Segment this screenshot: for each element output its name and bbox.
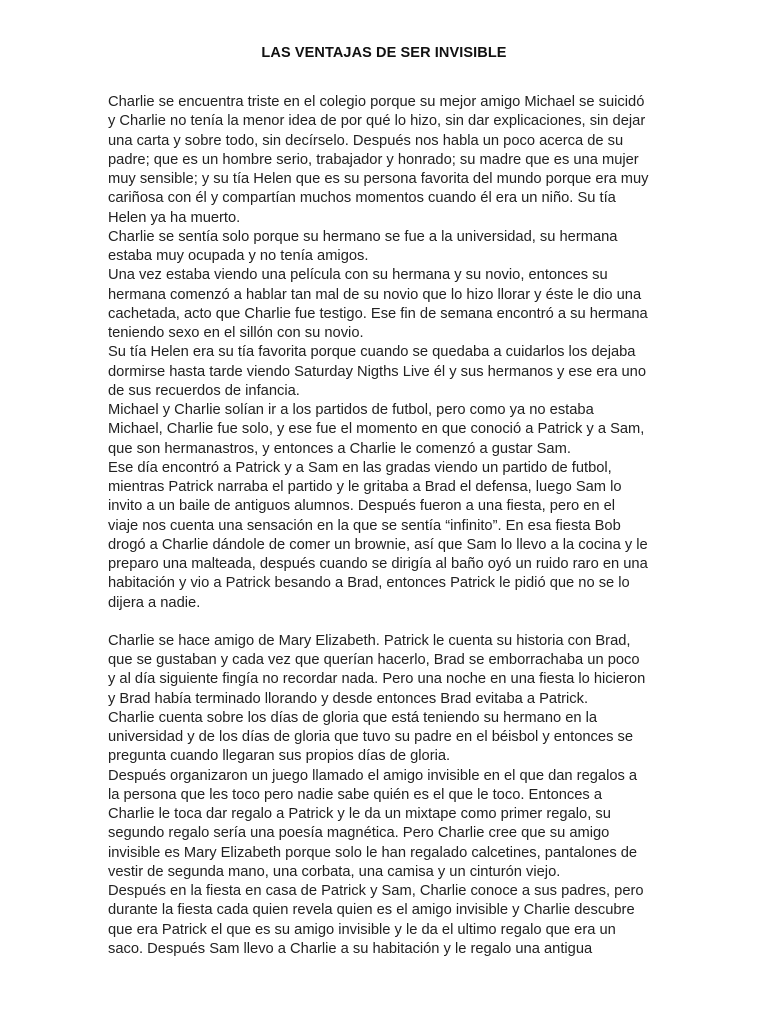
- text-line: hermana comenzó a hablar tan mal de su novio que lo hizo llorar y éste le dio una: [108, 286, 642, 303]
- text-line: de sus recuerdos de infancia.: [108, 382, 300, 399]
- text-line: muy sensible; y su tía Helen que es su persona favorita del mundo porque era muy: [108, 171, 649, 187]
- text-line: estaba muy ocupada y no tenía amigos.: [108, 248, 369, 264]
- document-title: LAS VENTAJAS DE SER INVISIBLE: [261, 45, 507, 61]
- text-line: universidad y de los días de gloria que tuvo su padre en el béisbol y entonces se: [108, 729, 634, 745]
- text-line: invisible es Mary Elizabeth porque solo le han regalado calcetines, pantalones de: [108, 844, 638, 861]
- text-line: invito a un baile de antiguos alumnos. Después fueron a una fiesta, pero en el: [108, 498, 616, 515]
- text-line: pregunta cuando llegaran sus propios días de gloria.: [108, 748, 451, 765]
- text-line: Charlie se hace amigo de Mary Elizabeth. Patrick le cuenta su historia con Brad,: [108, 632, 631, 649]
- text-line: y al día siguiente fingía no recordar nada. Pero una noche en una fiesta lo hicieron: [108, 671, 646, 688]
- paragraph-gap: [108, 613, 668, 632]
- text-line: mientras Patrick narraba el partido y le gritaba a Brad el defensa, luego Sam lo: [108, 479, 622, 495]
- text-line: durante la fiesta cada quien revela quien es el amigo invisible y Charlie descubre: [108, 902, 635, 919]
- text-line: cachetada, acto que Charlie fue testigo. Ese fin de semana encontró a su hermana: [108, 305, 648, 322]
- text-line: Helen ya ha muerto.: [108, 209, 241, 226]
- text-line: Charlie le toca dar regalo a Patrick y le da un mixtape como primer regalo, su: [108, 806, 611, 822]
- text-line: Michael, Charlie fue solo, y ese fue el momento en que conoció a Patrick y a Sam,: [108, 421, 645, 438]
- text-line: Después en la fiesta en casa de Patrick y Sam, Charlie conoce a sus padres, pero: [108, 883, 644, 899]
- text-line: una carta y sobre todo, sin decírselo. Después nos habla un poco acerca de su: [108, 132, 624, 149]
- text-line: que era Patrick el que es su amigo invisible y le da el ultimo regalo que era un: [108, 921, 616, 938]
- text-line: viaje nos cuenta una sensación en la que se sentía “infinito”. En esa fiesta Bob: [108, 517, 621, 534]
- text-line: y Brad había terminado llorando y desde entonces Brad evitaba a Patrick.: [108, 690, 589, 707]
- text-line: Su tía Helen era su tía favorita porque cuando se quedaba a cuidarlos los dejaba: [108, 344, 636, 361]
- text-line: vestir de segunda mano, una corbata, una camisa y un cinturón viejo.: [108, 863, 561, 880]
- text-line: Ese día encontró a Patrick y a Sam en las gradas viendo un partido de futbol,: [108, 459, 612, 476]
- text-line: Michael y Charlie solían ir a los partidos de futbol, pero como ya no estaba: [108, 402, 594, 418]
- text-line: dormirse hasta tarde viendo Saturday Nigths Live él y sus hermanos y ese era uno: [108, 363, 647, 380]
- text-line: Después organizaron un juego llamado el amigo invisible en el que dan regalos a: [108, 767, 638, 784]
- text-line: cariñosa con él y compartían muchos momentos cuando él era un niño. Su tía: [108, 190, 616, 207]
- text-line: teniendo sexo en el sillón con su novio.: [108, 325, 364, 341]
- text-line: que se gustaban y cada vez que querían hacerlo, Brad se emborrachaba un poco: [108, 652, 640, 668]
- text-line: segundo regalo sería una poesía magnética. Pero Charlie cree que su amigo: [108, 825, 610, 842]
- text-line: drogó a Charlie dándole de comer un brownie, así que Sam lo llevo a la cocina y le: [108, 536, 648, 553]
- text-line: dijera a nadie.: [108, 594, 201, 611]
- document-body: [108, 93, 668, 959]
- text-line: padre; que es un hombre serio, trabajador y honrado; su madre que es una mujer: [108, 151, 639, 168]
- text-line: saco. Después Sam llevo a Charlie a su habitación y le regalo una antigua: [108, 940, 593, 957]
- text-line: la persona que les toco pero nadie sabe quién es el que le toco. Entonces a: [108, 786, 603, 803]
- text-line: que son hermanastros, y entonces a Charlie le comenzó a gustar Sam.: [108, 440, 571, 457]
- text-line: Charlie se encuentra triste en el colegio porque su mejor amigo Michael se suicidó: [108, 94, 645, 110]
- text-line: y Charlie no tenía la menor idea de por qué lo hizo, sin dar explicaciones, sin dejar: [108, 113, 646, 130]
- text-line: Charlie se sentía solo porque su hermano se fue a la universidad, su hermana: [108, 228, 618, 245]
- text-line: Charlie cuenta sobre los días de gloria que está teniendo su hermano en la: [108, 709, 598, 726]
- text-line: Una vez estaba viendo una película con su hermana y su novio, entonces su: [108, 267, 608, 284]
- text-line: preparo una malteada, después cuando se dirigía al baño oyó un ruido raro en una: [108, 556, 648, 572]
- text-line: habitación y vio a Patrick besando a Brad, entonces Patrick le pidió que no se lo: [108, 575, 630, 592]
